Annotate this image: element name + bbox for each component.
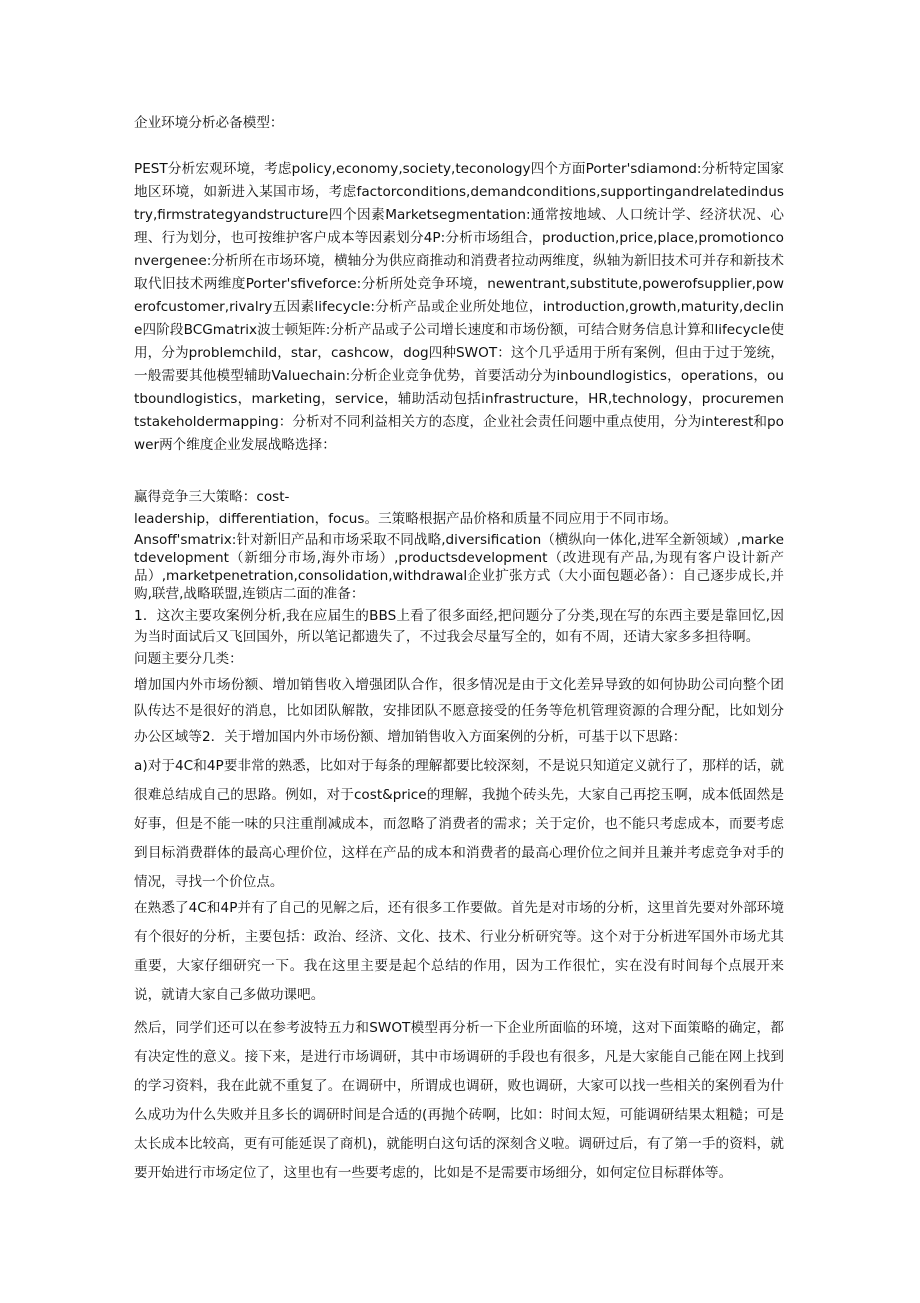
document-title: 企业环境分析必备模型： — [134, 115, 284, 131]
paragraph-research: 然后，同学们还可以在参考波特五力和SWOT模型再分析一下企业所面临的环境，这对下面策略的确定，都有决定性的意义。接下来，是进行市场调研，其中市场调研的手段也有很多，凡是大家能自己能在网上找到的学习资料，我在此就不重复了。在调研中，所谓成也调研，败也调研，大家可以找一些相关的案例看为什么成功为什么失败并且多长的调研时间是合适的(再抛个砖啊，比如：时间太短，可能调研结果太粗糙；可是太长成本比较高，更有可能延误了商机)，就能明白这句话的深刻含义啦。调研过后，有了第一手的资料，就要开始进行市场定位了，这里也有一些要考虑的，比如是不是需要市场细分，如何定位目标群体等。 — [134, 1020, 784, 1181]
paragraph-ansoff: Ansoff'smatrix:针对新旧产品和市场采取不同战略,diversification（横纵向一体化,进军全新领域）,marketdevelopment（新细分市场,海外市场）,productsdevelopment（改进现有产品,为现有客户设计新产品）,marketpenetration,consolidation,withdrawal企业扩张方式（大小面包题必备）：自己逐步成长,并购,联营,战略联盟,连锁店二面的准备： — [134, 532, 784, 602]
paragraph-strategies-heading: 赢得竞争三大策略：cost- — [134, 489, 290, 505]
paragraph-question-list: 增加国内外市场份额、增加销售收入增强团队合作，很多情况是由于文化差异导致的如何协助公司向整个团队传达不是很好的消息，比如团队解散，安排团队不愿意接受的任务等危机管理资源的合理分配，比如划分办公区域等2．关于增加国内外市场份额、增加销售收入方面案例的分析，可基于以下思路： — [134, 677, 784, 745]
paragraph-market-analysis: 在熟悉了4C和4P并有了自己的见解之后，还有很多工作要做。首先是对市场的分析，这里首先要对外部环境有个很好的分析，主要包括：政治、经济、文化、技术、行业分析研究等。这个对于分析进军国外市场尤其重要，大家仔细研究一下。我在这里主要是起个总结的作用，因为工作很忙，实在没有时间每个点展开来说，就请大家自己多做功课吧。 — [134, 900, 784, 1003]
paragraph-strategies: leadership，differentiation，focus。三策略根据产品价格和质量不同应用于不同市场。 — [134, 511, 678, 527]
paragraph-question-types: 问题主要分几类： — [134, 651, 243, 667]
paragraph-4c-4p: a)对于4C和4P要非常的熟悉，比如对于每条的理解都要比较深刻，不是说只知道定义就行了，那样的话，就很难总结成自己的思路。例如，对于cost&price的理解，我抛个砖头先，大家自己再挖玉啊，成本低固然是好事，但是不能一味的只注重削减成本，而忽略了消费者的需求；关于定价，也不能只考虑成本，而要考虑到目标消费群体的最高心理价位，这样在产品的成本和消费者的最高心理价位之间并且兼并考虑竞争对手的情况，寻找一个价位点。 — [134, 758, 784, 890]
paragraph-case-intro: 1．这次主要攻案例分析,我在应届生的BBS上看了很多面经,把问题分了分类,现在写的东西主要是靠回忆,因为当时面试后又飞回国外，所以笔记都遗失了，不过我会尽量写全的，如有不周，还请大家多多担待啊。 — [134, 608, 784, 645]
paragraph-models: PEST分析宏观环境，考虑policy,economy,society,teconology四个方面Porter'sdiamond:分析特定国家地区环境，如新进入某国市场，考虑factorconditions,demandconditions,supportingandrelatedindustry,firmstrategyandstructure四个因素Marketsegmentation:通常按地域、人口统计学、经济状况、心理、行为划分，也可按维护客户成本等因素划分4P:分析市场组合，production,price,place,promotionconvergenee:分析所在市场环境，横轴分为供应商推动和消费者拉动两维度，纵轴为新旧技术可并存和新技术取代旧技术两维度Porter'sfiveforce:分析所处竞争环境，newentrant,substitute,powerofsupplier,powerofcustomer,rivalry五因素lifecycle:分析产品或企业所处地位，introduction,growth,maturity,decline四阶段BCGmatrix波士顿矩阵:分析产品或子公司增长速度和市场份额，可结合财务信息计算和lifecycle使用，分为problemchild，star，cashcow，dog四种SWOT：这个几乎适用于所有案例，但由于过于笼统，一般需要其他模型辅助Valuechain:分析企业竞争优势，首要活动分为inboundlogistics，operations，outboundlogistics，marketing，service，辅助活动包括infrastructure，HR,technology，procurementstakeholdermapping：分析对不同利益相关方的态度，企业社会责任问题中重点使用，分为interest和power两个维度企业发展战略选择： — [134, 161, 784, 453]
